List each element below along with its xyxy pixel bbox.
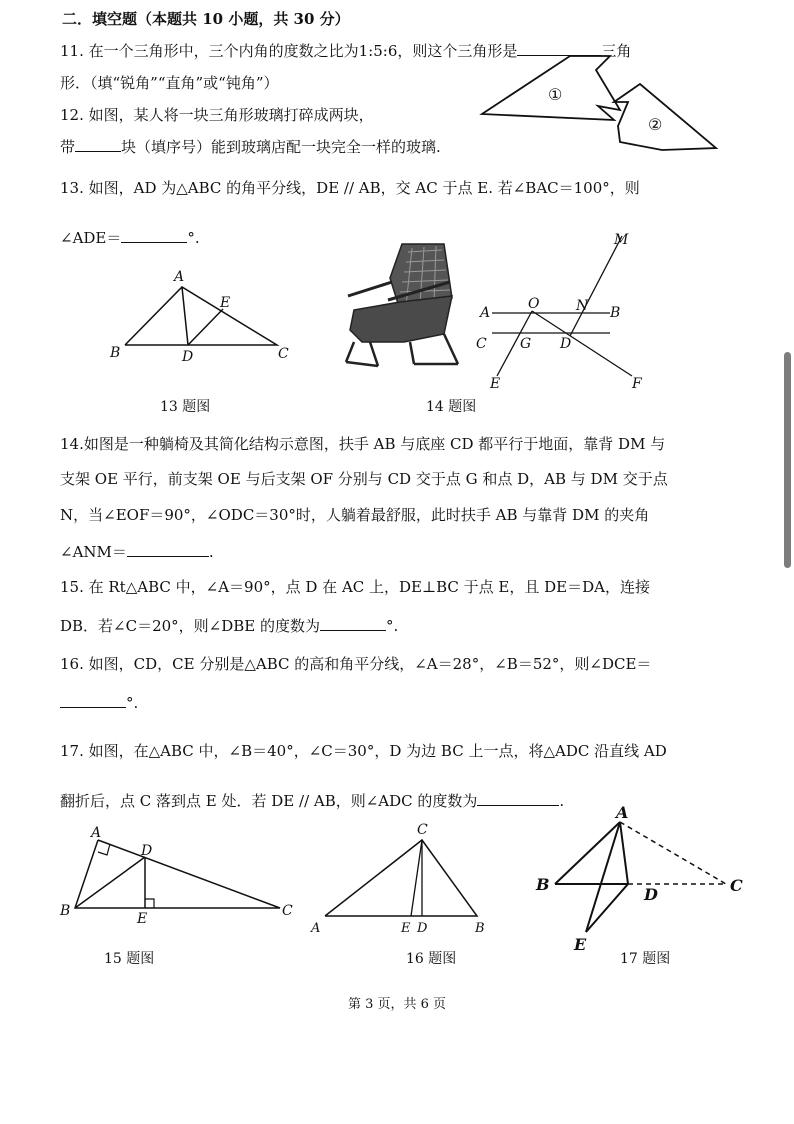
triangle-abc — [125, 287, 277, 345]
figure-14-structure — [470, 228, 655, 393]
figure-17-folded-triangle — [530, 800, 760, 960]
question-13-line-1: 13. 如图，AD 为△ABC 的角平分线，DE // AB，交 AC 于点 E. 若∠BAC＝100°，则 — [60, 179, 640, 197]
label-d: D — [644, 885, 658, 904]
answer-blank-14[interactable] — [127, 542, 209, 557]
caption-fig-15: 15 题图 — [104, 951, 155, 967]
question-12-line-1: 12. 如图，某人将一块三角形玻璃打碎成两块， — [60, 106, 374, 124]
triangle-abc — [75, 840, 280, 908]
piece-label-2: ② — [648, 115, 663, 134]
label-a: A — [311, 921, 321, 936]
segment-de — [586, 884, 628, 932]
question-16-line-2: °. — [60, 693, 138, 713]
page-number-footer: 第 3 页，共 6 页 — [347, 997, 447, 1012]
label-b: B — [610, 305, 621, 321]
question-11-line-2: 形．（填“锐角”“直角”或“钝角”） — [60, 74, 279, 92]
figure-13-triangle — [100, 262, 300, 367]
line-dm — [570, 236, 622, 336]
label-e: E — [574, 935, 587, 954]
label-d: D — [417, 921, 428, 936]
label-e: E — [401, 921, 411, 936]
answer-blank-12[interactable] — [75, 137, 121, 152]
label-a: A — [480, 305, 491, 321]
caption-fig-14: 14 题图 — [426, 399, 477, 415]
caption-fig-17: 17 题图 — [620, 951, 671, 967]
answer-blank-16[interactable] — [60, 693, 126, 708]
label-a: A — [91, 825, 102, 841]
question-13-line-2: ∠ADE＝ °. — [60, 229, 200, 247]
label-g: G — [520, 336, 532, 352]
scrollbar-thumb[interactable] — [784, 352, 791, 568]
segment-db — [75, 857, 145, 908]
caption-fig-16: 16 题图 — [406, 951, 457, 967]
triangle-abc — [325, 840, 477, 916]
label-a: A — [174, 269, 185, 285]
question-14-line-4: ∠ANM＝ . — [60, 543, 214, 561]
label-b: B — [110, 345, 121, 361]
label-e: E — [220, 295, 231, 311]
answer-blank-15[interactable] — [320, 616, 386, 631]
label-f: F — [632, 376, 642, 392]
answer-blank-13[interactable] — [121, 228, 187, 243]
piece-label-1: ① — [548, 85, 563, 104]
question-12-line-2: 带 块（填序号）能到玻璃店配一块完全一样的玻璃. — [60, 138, 441, 156]
right-angle-mark-a — [98, 844, 110, 855]
label-d: D — [560, 336, 572, 352]
label-d: D — [182, 349, 194, 365]
label-c: C — [730, 876, 743, 895]
label-b: B — [536, 875, 550, 894]
label-d: D — [141, 843, 153, 859]
question-11-line-1: 11. 在一个三角形中，三个内角的度数之比为1:5:6，则这个三角形是 三角 — [60, 42, 632, 60]
section-heading: 二．填空题（本题共 10 小题，共 30 分） — [62, 10, 350, 28]
question-17-line-1: 17. 如图，在△ABC 中，∠B＝40°，∠C＝30°，D 为边 BC 上一点，将△ADC 沿直线 AD — [60, 742, 667, 760]
glass-piece-2 — [614, 84, 716, 150]
right-angle-mark-e — [145, 899, 154, 908]
figure-16-triangle — [305, 818, 505, 938]
figure-12-glass-pieces — [470, 50, 720, 162]
question-15-line-1: 15. 在 Rt△ABC 中，∠A＝90°，点 D 在 AC 上，DE⊥BC 于点 E，且 DE＝DA，连接 — [60, 578, 650, 596]
segment-ac-dashed — [620, 822, 726, 884]
figure-15-right-triangle — [55, 825, 305, 935]
question-16-line-1: 16. 如图，CD，CE 分别是△ABC 的高和角平分线，∠A＝28°，∠B＝52°，则∠DCE＝ — [60, 655, 652, 673]
label-c: C — [476, 336, 487, 352]
label-c: C — [417, 822, 428, 838]
label-a: A — [616, 803, 629, 822]
question-14-line-3: N，当∠EOF＝90°，∠ODC＝30°时，人躺着最舒服，此时扶手 AB 与靠背 DM 的夹角 — [60, 506, 650, 524]
caption-fig-13: 13 题图 — [160, 399, 211, 415]
question-17-line-2: 翻折后，点 C 落到点 E 处．若 DE // AB，则∠ADC 的度数为 . — [60, 792, 565, 810]
label-e: E — [490, 376, 501, 392]
label-e: E — [137, 911, 148, 927]
label-m: M — [614, 232, 629, 248]
label-c: C — [282, 903, 293, 919]
label-o: O — [528, 296, 540, 312]
figure-14-lounge-chair — [340, 238, 468, 370]
question-14-line-2: 支架 OE 平行，前支架 OE 与后支架 OF 分别与 CD 交于点 G 和点 D，AB 与 DM 交于点 — [60, 470, 668, 488]
question-14-line-1: 14.如图是一种躺椅及其简化结构示意图，扶手 AB 与底座 CD 都平行于地面，靠背 DM 与 — [60, 435, 666, 453]
label-n: N — [576, 298, 589, 314]
chair-seat — [350, 296, 452, 342]
segment-de — [188, 309, 223, 345]
question-15-line-2: DB．若∠C＝20°，则∠DBE 的度数为 °. — [60, 617, 399, 635]
bisector-ad — [182, 287, 188, 345]
fold-line-ad — [620, 822, 628, 884]
label-b: B — [60, 903, 71, 919]
label-b: B — [475, 921, 485, 936]
label-c: C — [278, 346, 289, 362]
bisector-ce — [411, 840, 422, 916]
